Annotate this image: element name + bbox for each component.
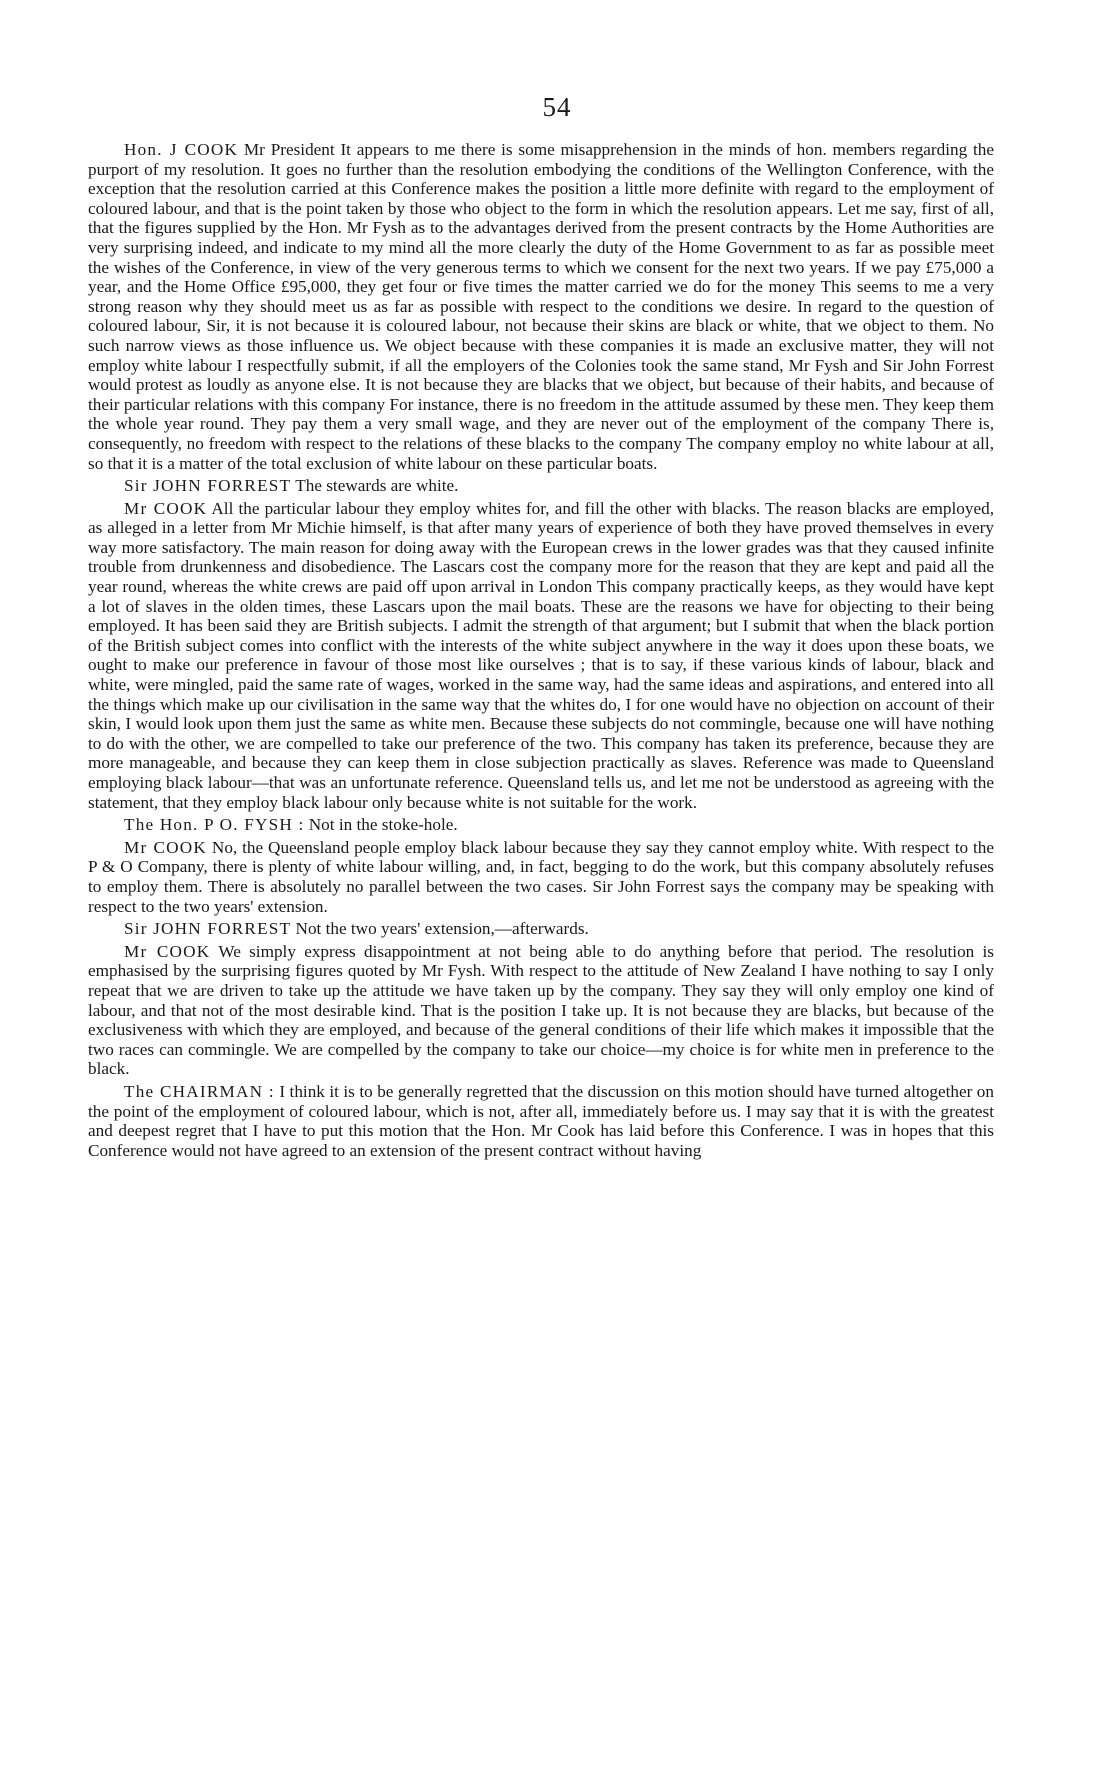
paragraph-fysh-1 bbox=[88, 815, 994, 835]
paragraph-text: The stewards are white. bbox=[291, 476, 459, 496]
speaker-name: The Hon. P O. FYSH : bbox=[124, 815, 305, 835]
speaker-name: Sir JOHN FORREST bbox=[124, 919, 292, 939]
paragraph-text: Not in the stoke-hole. bbox=[304, 815, 458, 835]
paragraph-text: All the particular labour they employ whites for, and fill the other with blacks. The reason blacks are employed, as alleged in a letter from Mr Michie himself, is that after many years of experience of both they have proved themselves in every way more satisfactory. The main reason for doing away with the European crews in the lower grades was that they caused infinite trouble from drunkenness and disobedience. The Lascars cost the company more for the reason that they are kept and paid all the year round, whereas the white crews are paid off upon arrival in London This company practically keeps, as they would have kept a lot of slaves in the olden times, these Lascars upon the mail boats. These are the reasons we have for objecting to their being employed. It has been said they are British subjects. I admit the strength of that argument; but I submit that when the black portion of the British subject comes into conflict with the interests of the white subject anywhere in the way it does upon these boats, we ought to make our preference in favour of those most like ourselves ; that is to say, if these various kinds of labour, black and white, were mingled, paid the same rate of wages, worked in the same way, had the same ideas and aspirations, and entered into all the things which make up our civilisation in the same way that the whites do, I for one would have no objection on account of their skin, I would look upon them just the same as white men. Because these subjects do not commingle, because one will have nothing to do with the other, we are compelled to take our preference of the two. This company has taken its preference, because they are more manageable, and because they can keep them in close subjection practically as slaves. Reference was made to Queensland employing black labour—that was an unfortunate reference. Queensland tells us, and let me not be understood as agreeing with the statement, that they employ black labour only because white is not suitable for the work. bbox=[88, 498, 995, 812]
speaker-name: The CHAIRMAN : bbox=[124, 1081, 275, 1101]
paragraph-cook-4 bbox=[88, 942, 994, 1079]
paragraph-cook-3 bbox=[88, 838, 994, 916]
speaker-name: Hon. J COOK bbox=[124, 140, 239, 159]
paragraph-chairman-1 bbox=[88, 1082, 994, 1160]
paragraph-forrest-2 bbox=[88, 919, 994, 939]
paragraph-cook-2 bbox=[88, 499, 994, 813]
paragraph-text: We simply express disappointment at not being able to do anything before that period. The resolution is emphasised by the surprising figures quoted by Mr Fysh. With respect to the attitude of New Zealand I have nothing to say I only repeat that we are driven to take up the attitude we have taken up by the company. They say they will only employ one kind of labour, and that not of the most desirable kind. That is the position I take up. It is not because they are blacks, but because of the exclusiveness with which they are employed, and because of the general conditions of their life which makes it impossible that the two races can commingle. We are compelled by the company to take our choice—my choice is for white men in preference to the black. bbox=[88, 941, 994, 1079]
speaker-name: Mr COOK bbox=[124, 941, 211, 961]
paragraph-text: Not the two years' extension,—afterwards. bbox=[291, 919, 589, 939]
paragraph-forrest-1 bbox=[88, 476, 994, 496]
paragraph-text: No, the Queensland people employ black labour because they say they cannot employ white. With respect to the P & O Company, there is plenty of white labour willing, and, in fact, begging to do the work, but this company absolutely refuses to employ them. There is absolutely no parallel between the two cases. Sir John Forrest says the company may be speaking with respect to the two years' extension. bbox=[88, 837, 994, 916]
paragraph-text: Mr President It appears to me there is some misapprehension in the minds of hon. members regarding the purport of my resolution. It goes no further than the resolution embodying the conditions of the Wellington Conference, with the exception that the resolution carried at this Conference makes the position a little more definite with regard to the employment of coloured labour, and that is the point taken by those who object to the form in which the resolution appears. Let me say, first of all, that the figures supplied by the Hon. Mr Fysh as to the advantages derived from the present contracts by the Home Authorities are very surprising indeed, and indicate to my mind all the more clearly the duty of the Home Government to as far as possible meet the wishes of the Conference, in view of the very generous terms to which we consent for the next two years. If we pay £75,000 a year, and the Home Office £95,000, they get four or five times the matter carried we do for the money This seems to me a very strong reason why they should meet us as far as possible with respect to the conditions we desire. In regard to the question of coloured labour, Sir, it is not because it is coloured labour, not because their skins are black or white, that we object to them. No such narrow views as those influence us. We object because with these companies it is made an exclusive matter, they will not employ white labour I respectfully submit, if all the employers of the Colonies took the same stand, Mr Fysh and Sir John Forrest would protest as loudly as anyone else. It is not because they are blacks that we object, but because of their habits, and because of their particular relations with this company For instance, there is no freedom in the attitude assumed by these men. They keep them the whole year round. They pay them a very small wage, and they are never out of the employment of the company There is, consequently, no freedom with respect to the relations of these blacks to the company The company employ no white labour at all, so that it is a matter of the total exclusion of white labour on these particular boats. bbox=[88, 140, 994, 473]
speaker-name: Mr COOK bbox=[124, 837, 208, 857]
paragraph-cook-1 bbox=[88, 140, 994, 473]
page-number: 54 bbox=[542, 92, 572, 122]
paragraph-text: I think it is to be generally regretted that the discussion on this motion should have turned altogether on the point of the employment of coloured labour, which is not, after all, immediately before us. I may say that it is with the greatest and deepest regret that I have to put this motion that the Hon. Mr Cook has laid before this Conference. I was in hopes that this Conference would not have agreed to an extension of the present contract without having bbox=[88, 1081, 994, 1160]
speaker-name: Mr COOK bbox=[124, 498, 208, 518]
speaker-name: Sir JOHN FORREST bbox=[124, 476, 292, 496]
body-text bbox=[88, 140, 994, 1163]
